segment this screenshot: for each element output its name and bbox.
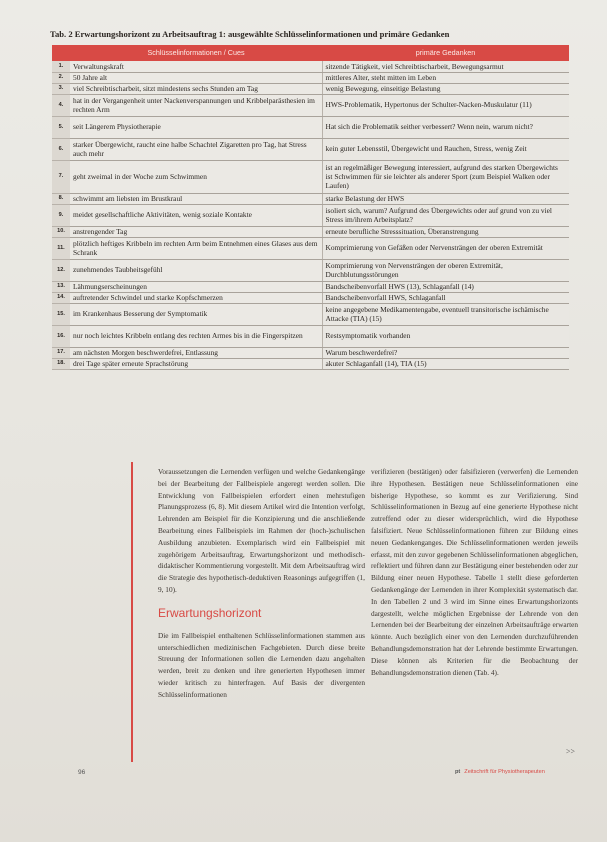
paragraph: Voraussetzungen die Lernenden verfügen und welche Gedankengänge bei der Bearbeitung der Fallbeispiele angeregt werden sollen. Die Entwicklung von Fallbeispielen erfordert einen mehrstufigen Planungsprozess (6, 8). Mit diesem Artikel wird die Intention verfolgt, Lehrenden am Beispiel für die Konzipierung und die anschließende Bearbeitung eines Fallbeispiels im Rahmen der (hoch-)schulischen Ausbildung anzubieten. Exemplarisch wird ein Fallbeispiel mit zugehörigem Arbeitsauftrag, Erwartungshorizont und methodisch-didaktischer Kommentierung vorgestellt. Mit dem Arbeitsauftrag wird die Strategie des hypothetisch-deduktiven Reasonings aufgegriffen (1, 9, 10). bbox=[158, 467, 365, 594]
row-number: 17. bbox=[52, 347, 70, 358]
thought-cell: kein guter Lebensstil, Übergewicht und Rauchen, Stress, wenig Zeit bbox=[322, 138, 569, 160]
table-row bbox=[52, 292, 569, 303]
cue-cell: am nächsten Morgen beschwerdefrei, Entlassung bbox=[70, 347, 322, 358]
cue-cell: schwimmt am liebsten im Brustkraul bbox=[70, 193, 322, 204]
thought-cell: Komprimierung von Nervensträngen der oberen Extremität, Durchblutungsstörungen bbox=[322, 259, 569, 281]
row-number: 1. bbox=[52, 61, 70, 72]
row-number: 5. bbox=[52, 116, 70, 138]
header-cues: Schlüsselinformationen / Cues bbox=[70, 45, 322, 61]
row-number: 13. bbox=[52, 281, 70, 292]
cue-cell: 50 Jahre alt bbox=[70, 72, 322, 83]
table-row bbox=[52, 160, 569, 193]
section-heading: Erwartungshorizont bbox=[158, 605, 262, 620]
thought-cell: Warum beschwerdefrei? bbox=[322, 347, 569, 358]
paragraph: verifizieren (bestätigen) oder falsifizieren (verwerfen) die Lernenden ihre Hypothesen. Bestätigen neue Schlüsselinformationen eine bisherige Hypothese, so kommt es zur Verifizierung. Sind Schlüsselinformationen in Bezug auf eine generierte Hypothese nicht zutreffend oder zu dieser widersprüchlich, wird die Hypothese falsifiziert. Neue Schlüsselinformationen führen zur Bildung eines neuen Gedankenganges. Die Schlüsselinformationen werden jeweils erfasst, mit den zuvor gegebenen Schlüsselinformationen abgeglichen, reflektiert und führen dann zur Bestätigung einer bestehenden oder zur Bildung einer neuen Hypothese. Tabelle 1 stellt diese geforderten Gedankengänge der Lernenden in ihrer Komplexität systematisch dar. In den Tabellen 2 und 3 wird im Sinne eines Erwartungshorizonts dargestellt, welche möglichen Ergebnisse der Lehrende von den Lernenden bei der Bearbeitung der einzelnen Arbeitsaufträge erwarten könnte. Auch bezüglich einer von den Lernenden durchzuführenden Behandlungsdemonstration hat der Lehrende bestimmte Erwartungen. Diese können als Kriterien für die Beobachtung der Behandlungsdemonstration dienen (Tab. 4). bbox=[371, 467, 578, 677]
thought-cell: Bandscheibenvorfall HWS (13), Schlaganfall (14) bbox=[322, 281, 569, 292]
row-number: 16. bbox=[52, 325, 70, 347]
table-header-row bbox=[52, 45, 569, 61]
thought-cell: wenig Bewegung, einseitige Belastung bbox=[322, 83, 569, 94]
thought-cell: keine angegebene Medikamentengabe, eventuell transitorische ischämische Attacke (TIA) (15) bbox=[322, 303, 569, 325]
text-column-left bbox=[158, 466, 365, 701]
row-number: 6. bbox=[52, 138, 70, 160]
table-row bbox=[52, 72, 569, 83]
cue-cell: nur noch leichtes Kribbeln entlang des rechten Armes bis in die Fingerspitzen bbox=[70, 325, 322, 347]
cue-cell: geht zweimal in der Woche zum Schwimmen bbox=[70, 160, 322, 193]
cue-cell: im Krankenhaus Besserung der Symptomatik bbox=[70, 303, 322, 325]
thought-cell: Restsymptomatik vorhanden bbox=[322, 325, 569, 347]
paragraph: Die im Fallbeispiel enthaltenen Schlüsselinformationen stammen aus unterschiedlichen medizinischen Fachgebieten. Durch diese breite Streuung der Informationen sollen die Lernenden dazu angehalten werden, breit zu denken und ihre generierten Hypothesen immer wieder kritisch zu hinterfragen. Auf Basis der divergenten Schlüsselinformationen bbox=[158, 630, 365, 699]
row-number: 9. bbox=[52, 204, 70, 226]
cue-cell: hat in der Vergangenheit unter Nackenverspannungen und Kribbelparästhesien im rechten Arm bbox=[70, 94, 322, 116]
row-number: 7. bbox=[52, 160, 70, 193]
thought-cell: Hat sich die Problematik seither verbessert? Wenn nein, warum nicht? bbox=[322, 116, 569, 138]
thought-cell: sitzende Tätigkeit, viel Schreibtischarbeit, Bewegungsarmut bbox=[322, 61, 569, 72]
accent-rule bbox=[131, 462, 133, 762]
table-row bbox=[52, 325, 569, 347]
row-number: 11. bbox=[52, 237, 70, 259]
row-number: 4. bbox=[52, 94, 70, 116]
header-number bbox=[52, 45, 70, 61]
table-row bbox=[52, 347, 569, 358]
table-row bbox=[52, 226, 569, 237]
thought-cell: ist an regelmäßiger Bewegung interessiert, aufgrund des starken Übergewichts ist Schwimmen für sie leichter als anderer Sport (zum Beispiel Walken oder Laufen) bbox=[322, 160, 569, 193]
table-row bbox=[52, 281, 569, 292]
expectation-table bbox=[52, 45, 569, 370]
journal-footer bbox=[455, 769, 545, 775]
row-number: 18. bbox=[52, 358, 70, 369]
table-row bbox=[52, 358, 569, 369]
cue-cell: drei Tage später erneute Sprachstörung bbox=[70, 358, 322, 369]
cue-cell: starker Übergewicht, raucht eine halbe Schachtel Zigaretten pro Tag, hat Stress auch mehr bbox=[70, 138, 322, 160]
cue-cell: Verwaltungskraft bbox=[70, 61, 322, 72]
journal-name: Zeitschrift für Physiotherapeuten bbox=[464, 769, 545, 775]
thought-cell: Bandscheibenvorfall HWS, Schlaganfall bbox=[322, 292, 569, 303]
text-column-right bbox=[371, 466, 578, 678]
row-number: 12. bbox=[52, 259, 70, 281]
thought-cell: Komprimierung von Gefäßen oder Nervensträngen der oberen Extremität bbox=[322, 237, 569, 259]
journal-logo: pt bbox=[455, 769, 461, 775]
table-row bbox=[52, 138, 569, 160]
continue-arrow-icon: >> bbox=[566, 747, 576, 756]
table-row bbox=[52, 259, 569, 281]
table-row bbox=[52, 303, 569, 325]
row-number: 14. bbox=[52, 292, 70, 303]
row-number: 8. bbox=[52, 193, 70, 204]
table-caption: Tab. 2 Erwartungshorizont zu Arbeitsauftrag 1: ausgewählte Schlüsselinformationen und primäre Gedanken bbox=[50, 29, 450, 39]
table-row bbox=[52, 83, 569, 94]
table-row bbox=[52, 116, 569, 138]
cue-cell: plötzlich heftiges Kribbeln im rechten Arm beim Entnehmen eines Glases aus dem Schrank bbox=[70, 237, 322, 259]
cue-cell: meidet gesellschaftliche Aktivitäten, wenig soziale Kontakte bbox=[70, 204, 322, 226]
page-number: 96 bbox=[78, 769, 86, 776]
table-row bbox=[52, 94, 569, 116]
cue-cell: anstrengender Tag bbox=[70, 226, 322, 237]
thought-cell: HWS-Problematik, Hypertonus der Schulter-Nacken-Muskulatur (11) bbox=[322, 94, 569, 116]
cue-cell: Lähmungserscheinungen bbox=[70, 281, 322, 292]
cue-cell: seit Längerem Physiotherapie bbox=[70, 116, 322, 138]
table-row bbox=[52, 237, 569, 259]
thought-cell: akuter Schlaganfall (14), TIA (15) bbox=[322, 358, 569, 369]
thought-cell: erneute berufliche Stresssituation, Überanstrengung bbox=[322, 226, 569, 237]
cue-cell: auftretender Schwindel und starke Kopfschmerzen bbox=[70, 292, 322, 303]
table-row bbox=[52, 193, 569, 204]
header-thoughts: primäre Gedanken bbox=[322, 45, 569, 61]
row-number: 10. bbox=[52, 226, 70, 237]
row-number: 15. bbox=[52, 303, 70, 325]
cue-cell: zunehmendes Taubheitsgefühl bbox=[70, 259, 322, 281]
row-number: 3. bbox=[52, 83, 70, 94]
cue-cell: viel Schreibtischarbeit, sitzt mindestens sechs Stunden am Tag bbox=[70, 83, 322, 94]
thought-cell: starke Belastung der HWS bbox=[322, 193, 569, 204]
table-row bbox=[52, 204, 569, 226]
thought-cell: mittleres Alter, steht mitten im Leben bbox=[322, 72, 569, 83]
thought-cell: isoliert sich, warum? Aufgrund des Übergewichts oder auf grund von zu viel Stress im/ihrem Arbeitsplatz? bbox=[322, 204, 569, 226]
table-row bbox=[52, 61, 569, 72]
row-number: 2. bbox=[52, 72, 70, 83]
